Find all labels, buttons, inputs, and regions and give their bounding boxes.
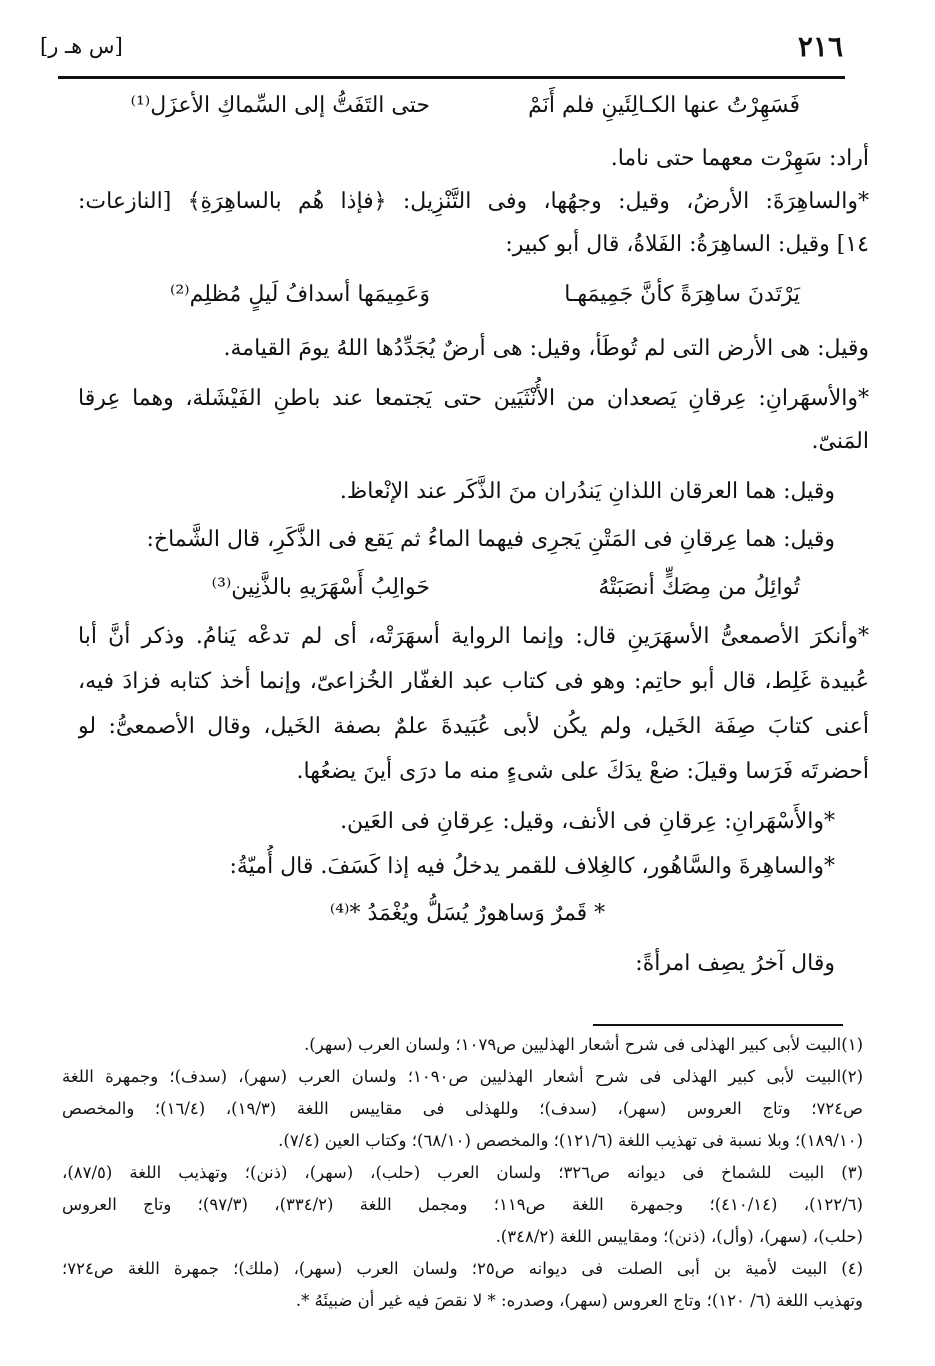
footnote-3-continued: (حلب)، (سهر)، (وأل)، (ذنن)؛ ومقاييس اللغة (٣٤٨/٢). (495, 1227, 863, 1246)
text-line: وقيل: هما العرقان اللذانِ يَندُران منَ الذَّكَر عند الإنْعاظ. (339, 479, 835, 504)
text-line: *والساهِرَةَ: الأرضُ، وقيل: وجهُها، وفى التَّنْزِيل: ﴿فإذا هُم بالساهِرَةِ﴾ [النازعات: (78, 189, 869, 214)
text-line: وقيل: هى الأرض التى لم تُوطَأ، وقيل: هى أرضٌ يُجَدِّدُها اللهُ يومَ القيامة. (223, 336, 869, 361)
verse-3-first-hemistich: تُوائِلُ من مِصَكٍّ أنصَبَتْهُ (598, 575, 800, 600)
verse-4: * قَمرٌ وَساهورٌ يُسَلُّ ويُغْمَدُ *⁽⁴⁾ (329, 901, 606, 926)
verse-2-first-hemistich: يَرْتَدنَ ساهِرَةً كأنَّ جَمِيمَهـا (564, 282, 800, 307)
verse-3-second-hemistich: حَوالِبُ أَسْهَرَيهِ بالذَّنِين⁽³⁾ (211, 575, 430, 600)
root-tag: [س هـ ر] (40, 34, 123, 58)
text-line: أحضرتَه فَرَسا وقيلَ: ضعْ يدَكَ على شىءٍ منه ما درَى أينَ يضعُها. (296, 759, 869, 784)
text-line: أراد: سَهِرْت معهما حتى ناما. (610, 146, 869, 171)
footnote-3-continued: (١٢٢/٦)، (٤١٠/١٤)؛ وجمهرة اللغة ص١١٩؛ ومجمل اللغة (٣٣٤/٢)، (٩٧/٣)؛ وتاج العروس (62, 1195, 863, 1214)
text-line: وقيل: هما عِرقانِ فى المَتْنِ يَجرِى فيهما الماءُ ثم يَقع فى الذَّكَرِ، قال الشَّماخ: (146, 527, 835, 552)
text-line: *والأسهَرانِ: عِرقانِ يَصعدان من الأُنْثَيَين حتى يَجتمعا عند باطنِ الفَيْشَلة، وهما عِرقا (78, 386, 869, 411)
footnote-2-continued: ص٧٢٤؛ وتاج العروس (سهر)، (سدف)؛ وللهذلى فى مقاييس اللغة (١٩/٣)، (١٦/٤)؛ والمخصص (62, 1099, 863, 1118)
text-line: عُبيدة غَلِط، قال أبو حاتِم: وهو فى كتاب عبد الغفّار الخُزاعىّ، وإنما أخذ كتابه فزادَ فيه، (78, 669, 869, 694)
text-line: *والأَسْهَرانِ: عِرقانِ فى الأنف، وقيل: عِرقانِ فى العَين. (340, 809, 835, 834)
verse-1-first-hemistich: فَسَهِرْتُ عنها الكـالِئَينِ فلم أَنَمْ (528, 93, 800, 118)
text-line: المَنىّ. (811, 429, 869, 454)
header-rule (58, 76, 845, 79)
footnote-1: (١)البيت لأبى كبير الهذلى فى شرح أشعار الهذليين ص١٠٧٩؛ ولسان العرب (سهر). (304, 1035, 863, 1054)
verse-2-second-hemistich: وَعَمِيمَها أسدافُ لَيلٍ مُظلِم⁽²⁾ (169, 282, 430, 307)
footnote-2-continued: (١٨٩/١٠)؛ وبلا نسبة فى تهذيب اللغة (١٢١/٦)؛ والمخصص (٦٨/١٠)؛ وكتاب العين (٧/٤). (278, 1131, 863, 1150)
text-line: *وأنكرَ الأصمعىُّ الأسهَرَينِ قال: وإنما الرواية أسهَرَتْه، أى لم تدعْه يَنامُ. وذكر أنَّ أبا (78, 624, 869, 649)
footnote-4: (٤) البيت لأمية بن أبى الصلت فى ديوانه ص٢٥؛ ولسان العرب (سهر)، (ملك)؛ جمهرة اللغة ص٧٢٤؛ (62, 1259, 863, 1278)
text-line: أعنى كتابَ صِفَة الخَيل، ولم يكُن لأبى عُبَيدةَ علمٌ بصفة الخَيل، وقال الأصمعىُّ: لو (78, 714, 869, 739)
footnote-rule (593, 1024, 843, 1026)
text-line: ١٤] وقيل: الساهِرَةُ: الفَلاةُ، قال أبو كبير: (505, 232, 869, 257)
text-line: وقال آخرُ يصِف امرأةً: (635, 951, 835, 976)
page-number: ٢١٦ (797, 30, 843, 63)
verse-1-second-hemistich: حتى التَفَتُّ إلى السِّماكِ الأعزَل⁽¹⁾ (130, 93, 430, 118)
footnote-2: (٢)البيت لأبى كبير الهذلى فى شرح أشعار الهذليين ص١٠٩٠؛ ولسان العرب (سهر)، (سدف)؛ وجمهرة اللغة (62, 1067, 863, 1086)
footnote-3: (٣) البيت للشماخ فى ديوانه ص٣٢٦؛ ولسان العرب (حلب)، (سهر)، (ذنن)؛ وتهذيب اللغة (٨٧/٥)، (62, 1163, 863, 1182)
footnote-4-continued: وتهذيب اللغة (٦/ ١٢٠)؛ وتاج العروس (سهر)، وصدره: * لا نقصَ فيه غير أن ضبيئَهُ *. (295, 1291, 863, 1310)
text-line: *والساهِرةَ والسَّاهُور، كالغِلاف للقمر يدخلُ فيه إذا كَسَفَ. قال أُميّةُ: (229, 854, 835, 879)
